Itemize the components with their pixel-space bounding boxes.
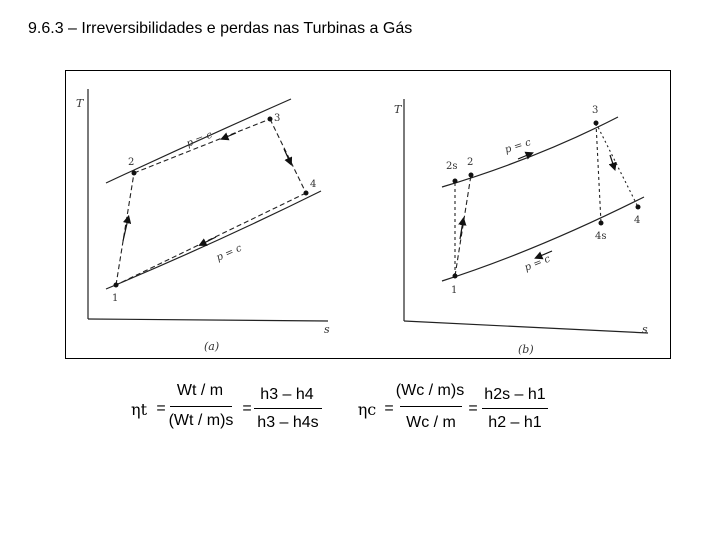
diagram-b-label-4s: 4s [595,231,607,242]
diagram-b-axis-y-label: T [394,103,402,116]
compressor-fraction-bar-1 [400,406,462,407]
compressor-enthalpy-numerator: h2s – h1 [484,386,546,403]
turbine-eta-symbol: ηt [130,400,147,419]
diagram-a-x-axis [88,319,328,321]
diagram-a-label-1: 1 [112,293,119,304]
turbine-work-denominator: (Wt / m)s [168,412,234,429]
ts-diagrams-svg [66,71,672,360]
turbine-eq-sign-2: = [242,400,252,417]
diagram-b [394,99,648,356]
compressor-eta-symbol: ηc [357,400,377,419]
diagram-a-point-4 [304,191,309,196]
diagram-b-isentropic-expansion [596,123,601,223]
turbine-work-numerator: Wt / m [176,382,224,399]
diagram-b-point-1 [453,274,458,279]
diagram-b-isobar-high-label: p = c [503,137,533,156]
diagram-a-expansion-line [270,119,306,193]
diagram-a-isobar-low-label: p = c [214,242,244,264]
diagram-a-point-3 [268,117,273,122]
diagram-a-heat-reject-arrow [202,237,216,244]
turbine-enthalpy-numerator: h3 – h4 [260,386,314,403]
diagram-b-expansion-arrow [610,155,614,167]
compressor-enthalpy-denominator: h2 – h1 [488,414,542,431]
diagram-b-isobar-high [442,117,618,187]
compressor-efficiency-equation [352,376,562,440]
compressor-eq-sign-1: = [384,400,394,417]
compressor-work-denominator: Wc / m [406,414,456,431]
diagram-b-label-2: 2 [467,157,474,168]
compressor-eq-sign-2: = [468,400,478,417]
diagram-a-label-4: 4 [310,179,317,190]
ts-diagrams-figure [65,70,671,359]
diagram-a-axis-x-label: s [324,323,330,336]
diagram-b-caption: (b) [518,343,534,356]
diagram-a-label-3: 3 [274,113,281,124]
turbine-efficiency-equation [124,376,334,440]
diagram-b-isobar-low-label: p = c [523,253,552,274]
diagram-a-point-2 [132,171,137,176]
diagram-b-axis-x-label: s [642,323,648,336]
compressor-fraction-bar-2 [482,408,548,409]
diagram-b-heat-add-arrow [518,154,530,159]
diagram-b-point-2s [453,179,458,184]
diagram-b-point-2 [469,173,474,178]
diagram-a-compression-arrow [123,219,128,241]
diagram-b-point-4s [599,221,604,226]
diagram-a-compression-line [116,173,134,285]
diagram-b-label-1: 1 [451,285,458,296]
diagram-b-point-4 [636,205,641,210]
diagram-b-point-3 [594,121,599,126]
diagram-a-caption: (a) [204,340,220,353]
diagram-a-heat-add-line [134,119,270,173]
diagram-a-isobar-high-label: p = c [185,129,214,150]
diagram-a-point-1 [114,283,119,288]
diagram-b-label-3: 3 [592,105,599,116]
diagram-b-x-axis [404,321,648,333]
turbine-enthalpy-denominator: h3 – h4s [257,414,319,431]
diagram-b-isobar-low [442,197,644,281]
turbine-fraction-bar-2 [254,408,322,409]
diagram-a-expansion-arrow [284,149,290,162]
diagram-a [76,89,330,353]
turbine-eq-sign-1: = [156,400,166,417]
diagram-b-actual-expansion [596,123,638,207]
diagram-b-actual-compression [455,175,471,276]
diagram-b-label-2s: 2s [446,161,458,172]
diagram-a-label-2: 2 [128,157,135,168]
turbine-fraction-bar-1 [170,406,232,407]
diagram-a-heat-add-arrow [224,133,236,138]
slide-title: 9.6.3 – Irreversibilidades e perdas nas Turbinas a Gás [28,20,413,37]
compressor-work-numerator: (Wc / m)s [395,382,465,399]
diagram-a-axis-y-label: T [76,97,84,110]
diagram-b-label-4: 4 [634,215,641,226]
